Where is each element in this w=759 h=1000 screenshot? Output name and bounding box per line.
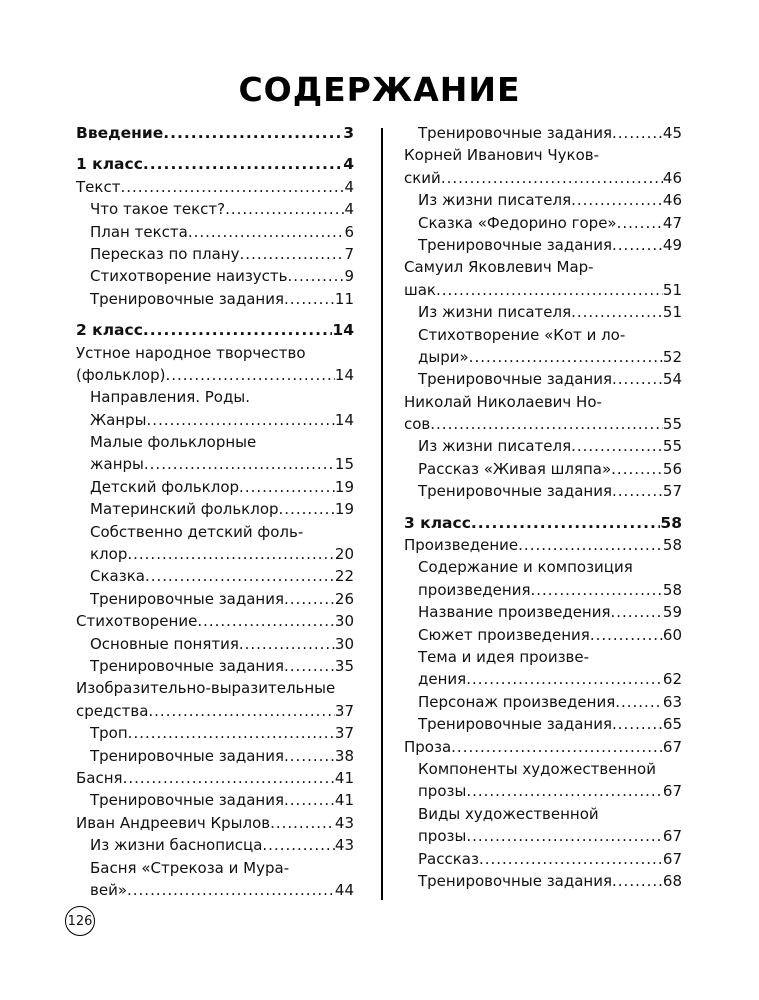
toc-entry-title: Басня bbox=[76, 768, 123, 787]
toc-entry bbox=[76, 857, 354, 879]
toc-entry-title: 1 класс bbox=[76, 155, 143, 174]
toc-entry-title: Тренировочные задания bbox=[418, 482, 613, 501]
toc-leader-dots bbox=[590, 624, 663, 646]
toc-entry-title: Тренировочные задания bbox=[418, 715, 613, 734]
toc-entry-page: 11 bbox=[334, 289, 354, 308]
toc-entry-page: 67 bbox=[662, 849, 682, 868]
toc-leader-dots bbox=[288, 265, 345, 287]
toc-entry bbox=[76, 521, 354, 543]
toc-entry-page: 43 bbox=[334, 836, 354, 855]
toc-entry-page: 4 bbox=[344, 177, 354, 196]
toc-entry-title: Тренировочные задания bbox=[418, 871, 613, 890]
toc-entry-page: 19 bbox=[334, 500, 354, 519]
toc-entry-title: Стихотворение «Кот и ло- bbox=[418, 325, 626, 344]
toc-leader-dots bbox=[612, 480, 663, 502]
toc-entry-title: Малые фольклорные bbox=[90, 433, 257, 452]
toc-leader-dots bbox=[518, 534, 663, 556]
toc-entry bbox=[404, 435, 682, 457]
toc-entry-title: вей» bbox=[90, 880, 127, 899]
toc-entry bbox=[404, 534, 682, 556]
toc-entry bbox=[76, 767, 354, 789]
toc-leader-dots bbox=[451, 736, 663, 758]
toc-entry bbox=[404, 167, 682, 189]
toc-entry-title: Проза bbox=[404, 737, 452, 756]
toc-entry-page: 54 bbox=[662, 370, 682, 389]
toc-leader-dots bbox=[127, 543, 335, 565]
toc-entry-page: 45 bbox=[662, 124, 682, 142]
toc-leader-dots bbox=[120, 176, 344, 198]
toc-entry bbox=[76, 319, 354, 341]
toc-leader-dots bbox=[469, 346, 663, 368]
toc-entry-page: 51 bbox=[662, 280, 682, 299]
toc-entry bbox=[76, 633, 354, 655]
toc-entry-title: 3 класс bbox=[404, 513, 471, 532]
toc-entry-title: Сказка «Федорино горе» bbox=[418, 213, 617, 232]
toc-entry-title: Тренировочные задания bbox=[90, 656, 285, 675]
toc-entry-title: Троп bbox=[90, 724, 128, 743]
toc-entry-title: клор bbox=[90, 545, 128, 564]
toc-entry bbox=[404, 556, 682, 578]
toc-entry-title: Тренировочные задания bbox=[90, 791, 285, 810]
toc-entry-title: произведения bbox=[418, 580, 531, 599]
toc-leader-dots bbox=[197, 610, 335, 632]
toc-leader-dots bbox=[163, 122, 343, 144]
toc-entry bbox=[76, 700, 354, 722]
toc-entry-title: Басня «Стрекоза и Мура- bbox=[90, 858, 290, 877]
toc-entry-title: Самуил Яковлевич Мар- bbox=[404, 258, 594, 277]
toc-leader-dots bbox=[612, 368, 663, 390]
toc-leader-dots bbox=[284, 789, 335, 811]
toc-entry bbox=[404, 601, 682, 623]
toc-entry-title: План текста bbox=[90, 222, 188, 241]
toc-entry-title: Тема и идея произве- bbox=[418, 647, 590, 666]
toc-entry-title: Иван Андреевич Крылов bbox=[76, 813, 271, 832]
toc-entry bbox=[404, 691, 682, 713]
toc-leader-dots bbox=[284, 655, 335, 677]
toc-entry-title: Собственно детский фоль- bbox=[90, 522, 304, 541]
toc-entry-page: 60 bbox=[662, 625, 682, 644]
toc-entry bbox=[404, 212, 682, 234]
toc-entry-title: Стихотворение наизусть bbox=[90, 267, 288, 286]
toc-entry bbox=[404, 480, 682, 502]
toc-entry-page: 4 bbox=[343, 155, 354, 174]
toc-column-right bbox=[404, 122, 682, 892]
toc-entry bbox=[76, 498, 354, 520]
toc-entry-title: Направления. Роды. bbox=[90, 388, 250, 407]
toc-entry bbox=[76, 588, 354, 610]
toc-entry-title: Тренировочные задания bbox=[90, 746, 285, 765]
toc-entry-page: 67 bbox=[662, 827, 682, 846]
toc-entry bbox=[76, 834, 354, 856]
column-divider bbox=[381, 128, 383, 900]
toc-entry-page: 46 bbox=[662, 191, 682, 210]
toc-leader-dots bbox=[571, 435, 663, 457]
toc-entry bbox=[76, 812, 354, 834]
toc-entry-title: Текст bbox=[76, 177, 121, 196]
toc-leader-dots bbox=[466, 668, 663, 690]
toc-entry-title: дыри» bbox=[418, 347, 469, 366]
toc-leader-dots bbox=[188, 221, 345, 243]
toc-leader-dots bbox=[148, 700, 335, 722]
toc-entry bbox=[404, 579, 682, 601]
toc-leader-dots bbox=[612, 870, 663, 892]
toc-entry-title: Тренировочные задания bbox=[418, 124, 613, 142]
toc-entry-page: 14 bbox=[332, 321, 354, 340]
toc-column-left bbox=[76, 122, 354, 901]
toc-entry-title: Тренировочные задания bbox=[418, 370, 613, 389]
toc-leader-dots bbox=[270, 812, 335, 834]
toc-entry-page: 14 bbox=[334, 365, 354, 384]
toc-entry bbox=[404, 780, 682, 802]
toc-entry-title: жанры bbox=[90, 455, 144, 474]
toc-entry-page: 59 bbox=[662, 603, 682, 622]
toc-entry-title: Введение bbox=[76, 124, 164, 142]
toc-entry bbox=[76, 655, 354, 677]
toc-entry-title: Из жизни баснописца bbox=[90, 836, 263, 855]
toc-entry bbox=[76, 122, 354, 144]
toc-entry bbox=[404, 668, 682, 690]
toc-entry bbox=[76, 610, 354, 632]
toc-entry-page: 58 bbox=[662, 536, 682, 555]
toc-leader-dots bbox=[436, 279, 663, 301]
toc-entry bbox=[76, 565, 354, 587]
toc-entry-title: Персонаж произведения bbox=[418, 692, 616, 711]
toc-entry bbox=[404, 736, 682, 758]
toc-entry-title: Основные понятия bbox=[90, 634, 239, 653]
toc-entry bbox=[76, 364, 354, 386]
toc-entry bbox=[404, 368, 682, 390]
toc-entry-title: дения bbox=[418, 670, 467, 689]
toc-entry bbox=[404, 758, 682, 780]
toc-entry bbox=[404, 803, 682, 825]
toc-entry-page: 7 bbox=[344, 244, 354, 263]
toc-entry-page: 57 bbox=[662, 482, 682, 501]
toc-entry-title: Компоненты художественной bbox=[418, 759, 656, 778]
toc-entry-page: 6 bbox=[344, 222, 354, 241]
toc-leader-dots bbox=[479, 848, 663, 870]
toc-entry bbox=[76, 476, 354, 498]
toc-entry-page: 56 bbox=[662, 459, 682, 478]
toc-entry-page: 63 bbox=[662, 692, 682, 711]
toc-entry-page: 9 bbox=[344, 267, 354, 286]
page-number: 126 bbox=[65, 906, 95, 936]
toc-entry-page: 22 bbox=[334, 567, 354, 586]
toc-entry-title: Что такое текст? bbox=[90, 200, 226, 219]
toc-entry bbox=[404, 279, 682, 301]
toc-entry-page: 19 bbox=[334, 477, 354, 496]
toc-leader-dots bbox=[441, 167, 663, 189]
toc-entry bbox=[404, 391, 682, 413]
toc-entry bbox=[76, 453, 354, 475]
toc-leader-dots bbox=[145, 565, 335, 587]
toc-leader-dots bbox=[144, 453, 335, 475]
toc-entry-page: 55 bbox=[662, 415, 682, 434]
toc-entry bbox=[76, 677, 354, 699]
toc-entry-title: Из жизни писателя bbox=[418, 191, 572, 210]
toc-leader-dots bbox=[128, 722, 335, 744]
toc-entry-page: 58 bbox=[660, 513, 682, 532]
toc-leader-dots bbox=[611, 458, 663, 480]
toc-leader-dots bbox=[143, 153, 343, 175]
toc-entry bbox=[404, 848, 682, 870]
toc-leader-dots bbox=[617, 212, 663, 234]
toc-entry-title: Корней Иванович Чуков- bbox=[404, 146, 600, 165]
toc-entry-title: шак bbox=[404, 280, 436, 299]
toc-entry-page: 68 bbox=[662, 871, 682, 890]
toc-leader-dots bbox=[127, 879, 335, 901]
toc-entry bbox=[76, 176, 354, 198]
toc-entry-title: Рассказ bbox=[418, 849, 479, 868]
toc-leader-dots bbox=[615, 691, 663, 713]
toc-leader-dots bbox=[279, 498, 335, 520]
toc-entry bbox=[76, 153, 354, 175]
toc-entry-title: Тренировочные задания bbox=[418, 235, 613, 254]
toc-entry-title: Детский фольклор bbox=[90, 477, 240, 496]
toc-entry bbox=[76, 342, 354, 364]
toc-entry bbox=[404, 825, 682, 847]
toc-entry-page: 38 bbox=[334, 746, 354, 765]
toc-leader-dots bbox=[466, 825, 663, 847]
toc-entry-title: Виды художественной bbox=[418, 804, 599, 823]
toc-entry bbox=[76, 221, 354, 243]
toc-entry-page: 67 bbox=[662, 737, 682, 756]
toc-leader-dots bbox=[240, 243, 345, 265]
toc-leader-dots bbox=[239, 476, 335, 498]
toc-entry-page: 37 bbox=[334, 724, 354, 743]
toc-leader-dots bbox=[165, 364, 334, 386]
toc-leader-dots bbox=[530, 579, 662, 601]
toc-leader-dots bbox=[262, 834, 335, 856]
toc-entry bbox=[76, 265, 354, 287]
toc-leader-dots bbox=[612, 713, 663, 735]
toc-entry-page: 43 bbox=[334, 813, 354, 832]
toc-entry-title: Из жизни писателя bbox=[418, 437, 572, 456]
toc-entry-title: Произведение bbox=[404, 536, 519, 555]
toc-entry bbox=[76, 543, 354, 565]
toc-entry bbox=[76, 198, 354, 220]
toc-entry-page: 30 bbox=[334, 634, 354, 653]
toc-entry bbox=[76, 745, 354, 767]
toc-entry bbox=[404, 458, 682, 480]
toc-entry-title: Изобразительно-выразительные bbox=[76, 679, 336, 698]
toc-leader-dots bbox=[612, 234, 663, 256]
toc-entry bbox=[404, 189, 682, 211]
toc-entry-title: ский bbox=[404, 168, 441, 187]
toc-entry bbox=[76, 431, 354, 453]
toc-leader-dots bbox=[284, 588, 335, 610]
toc-entry-page: 49 bbox=[662, 235, 682, 254]
toc-entry bbox=[404, 346, 682, 368]
toc-leader-dots bbox=[284, 745, 335, 767]
toc-entry-page: 41 bbox=[334, 768, 354, 787]
toc-entry-title: Из жизни писателя bbox=[418, 303, 572, 322]
toc-entry-title: Устное народное творчество bbox=[76, 343, 306, 362]
toc-entry-title: Тренировочные задания bbox=[90, 589, 285, 608]
toc-entry bbox=[404, 713, 682, 735]
toc-entry bbox=[404, 413, 682, 435]
toc-leader-dots bbox=[123, 767, 335, 789]
toc-entry-title: Николай Николаевич Но- bbox=[404, 392, 602, 411]
toc-entry bbox=[404, 256, 682, 278]
toc-entry-page: 30 bbox=[334, 612, 354, 631]
toc-entry bbox=[76, 243, 354, 265]
toc-entry-page: 20 bbox=[334, 545, 354, 564]
toc-leader-dots bbox=[466, 780, 663, 802]
toc-entry-page: 67 bbox=[662, 782, 682, 801]
toc-entry-page: 41 bbox=[334, 791, 354, 810]
toc-entry bbox=[404, 122, 682, 144]
toc-entry bbox=[404, 870, 682, 892]
toc-entry-title: Название произведения bbox=[418, 603, 611, 622]
toc-entry-page: 35 bbox=[334, 656, 354, 675]
toc-entry-page: 37 bbox=[334, 701, 354, 720]
toc-entry-title: сов bbox=[404, 415, 431, 434]
toc-entry-page: 58 bbox=[662, 580, 682, 599]
toc-entry-page: 52 bbox=[662, 347, 682, 366]
toc-entry-title: Тренировочные задания bbox=[90, 289, 285, 308]
toc-entry bbox=[76, 288, 354, 310]
toc-leader-dots bbox=[471, 512, 661, 534]
toc-entry-title: Материнский фольклор bbox=[90, 500, 279, 519]
toc-entry-title: Рассказ «Живая шляпа» bbox=[418, 459, 612, 478]
toc-leader-dots bbox=[147, 409, 335, 431]
toc-entry-title: Пересказ по плану bbox=[90, 244, 240, 263]
toc-entry bbox=[404, 646, 682, 668]
toc-leader-dots bbox=[611, 601, 663, 623]
toc-entry-page: 46 bbox=[662, 168, 682, 187]
toc-entry bbox=[404, 234, 682, 256]
toc-entry-title: Содержание и композиция bbox=[418, 558, 633, 577]
toc-entry bbox=[76, 386, 354, 408]
toc-entry-title: средства bbox=[76, 701, 149, 720]
toc-entry bbox=[404, 624, 682, 646]
toc-leader-dots bbox=[430, 413, 663, 435]
toc-leader-dots bbox=[143, 319, 333, 341]
toc-entry-page: 44 bbox=[334, 880, 354, 899]
toc-entry bbox=[404, 512, 682, 534]
toc-entry-title: Сказка bbox=[90, 567, 145, 586]
toc-leader-dots bbox=[571, 189, 663, 211]
toc-entry bbox=[404, 301, 682, 323]
toc-entry-title: 2 класс bbox=[76, 321, 143, 340]
toc-entry bbox=[404, 324, 682, 346]
toc-entry-page: 51 bbox=[662, 303, 682, 322]
toc-entry-page: 3 bbox=[343, 124, 354, 142]
toc-entry-title: Стихотворение bbox=[76, 612, 198, 631]
toc-entry-title: (фольклор) bbox=[76, 365, 166, 384]
toc-entry-page: 14 bbox=[334, 410, 354, 429]
toc-leader-dots bbox=[284, 288, 335, 310]
toc-entry-page: 15 bbox=[334, 455, 354, 474]
toc-leader-dots bbox=[239, 633, 335, 655]
toc-entry-title: прозы bbox=[418, 827, 467, 846]
toc-entry-page: 55 bbox=[662, 437, 682, 456]
toc-entry bbox=[76, 789, 354, 811]
toc-entry-page: 26 bbox=[334, 589, 354, 608]
toc-leader-dots bbox=[225, 198, 344, 220]
toc-entry-title: Жанры bbox=[90, 410, 147, 429]
page-title: СОДЕРЖАНИЕ bbox=[238, 70, 521, 109]
toc-entry-page: 47 bbox=[662, 213, 682, 232]
toc-entry-title: Сюжет произведения bbox=[418, 625, 590, 644]
toc-entry-page: 62 bbox=[662, 670, 682, 689]
toc-entry-page: 4 bbox=[344, 200, 354, 219]
toc-leader-dots bbox=[612, 122, 663, 144]
toc-entry bbox=[76, 409, 354, 431]
toc-entry-page: 65 bbox=[662, 715, 682, 734]
toc-entry-title: прозы bbox=[418, 782, 467, 801]
toc-leader-dots bbox=[571, 301, 663, 323]
toc-entry bbox=[76, 879, 354, 901]
toc-entry bbox=[404, 144, 682, 166]
toc-entry bbox=[76, 722, 354, 744]
